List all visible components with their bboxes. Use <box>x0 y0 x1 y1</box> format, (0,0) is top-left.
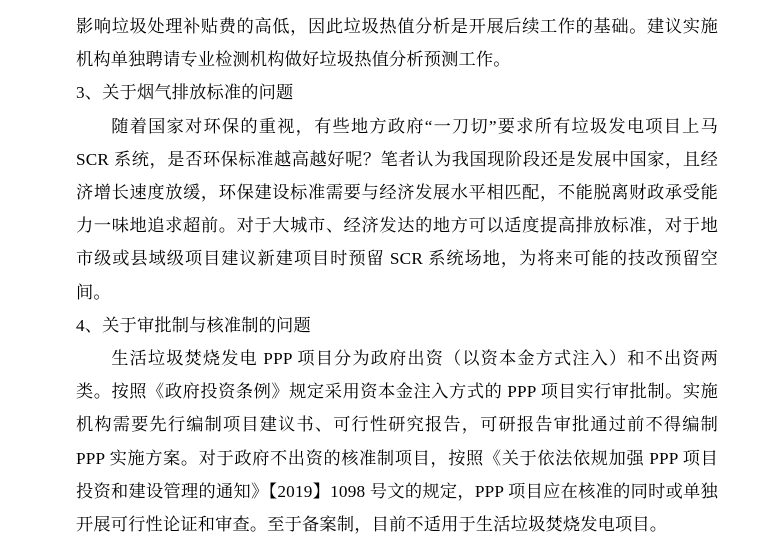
section-heading-4: 4、关于审批制与核准制的问题 <box>76 315 311 335</box>
document-body <box>76 10 718 541</box>
paragraph-section-4: 生活垃圾焚烧发电 PPP 项目分为政府出资（以资本金方式注入）和不出资两类。按照《政府投资条例》规定采用资本金注入方式的 PPP 项目实行审批制。实施机构需要先行编制项目建议书、可行性研究报告，可研报告审批通过前不得编制 PPP 实施方案。对于政府不出资的核准制项目，按照《关于依法依规加强 PPP 项目投资和建设管理的通知》【2019】1098 号文的规定，PPP 项目应在核准的同时或单独开展可行性论证和审查。至于备案制，目前不适用于生活垃圾焚烧发电项目。 <box>76 349 718 535</box>
paragraph-section-3: 随着国家对环保的重视，有些地方政府“一刀切”要求所有垃圾发电项目上马 SCR 系统，是否环保标准越高越好呢？笔者认为我国现阶段还是发展中国家，且经济增长速度放缓，环保建设标准需要与经济发展水平相匹配，不能脱离财政承受能力一味地追求超前。对于大城市、经济发达的地方可以适度提高排放标准，对于地市级或县域级项目建议新建项目时预留 SCR 系统场地，为将来可能的技改预留空间。 <box>76 116 718 302</box>
paragraph-continuation: 影响垃圾处理补贴费的高低，因此垃圾热值分析是开展后续工作的基础。建议实施机构单独聘请专业检测机构做好垃圾热值分析预测工作。 <box>76 17 718 70</box>
section-heading-3: 3、关于烟气排放标准的问题 <box>76 83 294 103</box>
